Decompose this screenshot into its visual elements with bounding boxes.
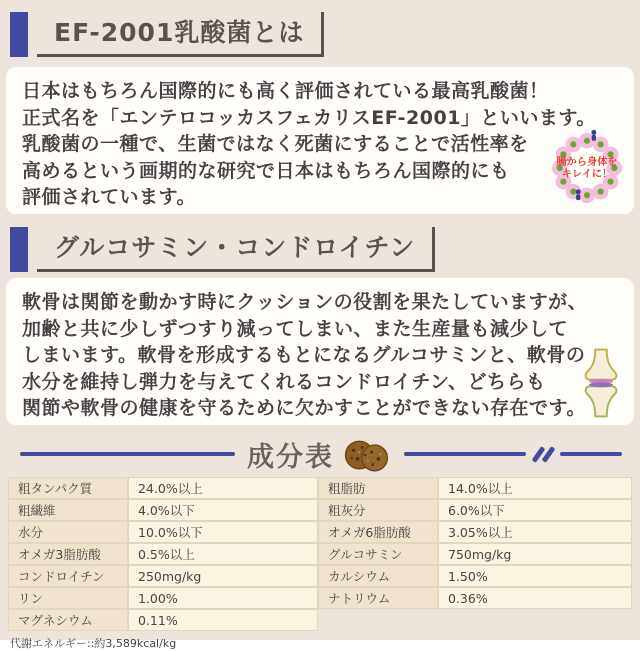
ingredient-value: 0.11% bbox=[128, 609, 318, 631]
section2-body-line: 水分を維持し弾力を与えてくれるコンドロイチン、どちらも bbox=[22, 370, 546, 393]
ingredient-value: 0.5%以上 bbox=[128, 543, 318, 565]
section2-body-line: 関節や軟骨の健康を守るために欠かすことができない存在です。 bbox=[22, 397, 586, 419]
divider-line bbox=[560, 452, 622, 456]
ingredients-title: 成分表 bbox=[247, 441, 334, 473]
ingredient-label: コンドロイチン bbox=[8, 565, 128, 587]
ingredient-label: 粗繊維 bbox=[8, 499, 128, 521]
divider-line bbox=[404, 452, 526, 456]
section2-header bbox=[10, 227, 640, 272]
ingredient-value: 1.00% bbox=[128, 587, 318, 609]
section1-body-line: 日本はもちろん国際的にも高く評価されている最高乳酸菌！ bbox=[22, 80, 549, 102]
section2-body-box bbox=[6, 278, 634, 425]
ingredient-label: グルコサミン bbox=[318, 543, 438, 565]
section1-body-line: 乳酸菌の一種で、生菌ではなく死菌にすることで活性率を bbox=[22, 133, 529, 155]
ingredient-value: 4.0%以下 bbox=[128, 499, 318, 521]
ingredient-value: 250mg/kg bbox=[128, 565, 318, 587]
probiotic-badge-icon bbox=[548, 129, 626, 207]
section1-body-line: 正式名を「エンテロコッカスフェカリスEF-2001」といいます。 bbox=[22, 106, 596, 129]
section1-header bbox=[10, 0, 640, 57]
badge-text-line2: キレイに！ bbox=[561, 168, 613, 180]
section1-body-line: 高めるという画期的な研究で日本はもちろん国際的にも bbox=[22, 159, 510, 182]
ingredient-value: 24.0%以上 bbox=[128, 477, 318, 499]
ingredient-value-empty bbox=[438, 609, 632, 631]
ingredient-label: オメガ3脂肪酸 bbox=[8, 543, 128, 565]
ingredient-value: 10.0%以下 bbox=[128, 521, 318, 543]
section2-title: グルコサミン・コンドロイチン bbox=[37, 227, 435, 272]
ingredient-label: オメガ6脂肪酸 bbox=[318, 521, 438, 543]
ingredient-value: 0.36% bbox=[438, 587, 632, 609]
ingredient-label: リン bbox=[8, 587, 128, 609]
header-accent-block bbox=[10, 12, 28, 57]
ingredient-label: マグネシウム bbox=[8, 609, 128, 631]
metabolic-energy-note: 代謝エネルギー::約3,589kcal/kg bbox=[10, 637, 177, 650]
ingredient-label: 水分 bbox=[8, 521, 128, 543]
ingredient-label-empty bbox=[318, 609, 438, 631]
knee-joint-icon bbox=[580, 349, 622, 417]
header-accent-block bbox=[10, 227, 28, 272]
badge-text-line1: 腸から身体を bbox=[556, 157, 618, 169]
ingredient-label: カルシウム bbox=[318, 565, 438, 587]
ingredient-label: 粗脂肪 bbox=[318, 477, 438, 499]
ingredients-divider bbox=[20, 439, 622, 473]
ingredient-label: 粗灰分 bbox=[318, 499, 438, 521]
kibble-icon bbox=[340, 437, 392, 475]
ingredient-value: 3.05%以上 bbox=[438, 521, 632, 543]
ingredient-value: 6.0%以下 bbox=[438, 499, 632, 521]
ingredient-label: 粗タンパク質 bbox=[8, 477, 128, 499]
section2-body-line: 軟骨は関節を動かす時にクッションの役割を果たしていますが、 bbox=[22, 291, 588, 313]
ingredient-value: 14.0%以上 bbox=[438, 477, 632, 499]
divider-line bbox=[20, 452, 235, 456]
ingredient-label: ナトリウム bbox=[318, 587, 438, 609]
section2-body-line: 加齢と共に少しずつすり減ってしまい、また生産量も減少して bbox=[22, 317, 569, 340]
ingredient-value: 1.50% bbox=[438, 565, 632, 587]
section1-body-line: 評価されています。 bbox=[22, 186, 196, 208]
ingredient-value: 750mg/kg bbox=[438, 543, 632, 565]
section1-title: EF-2001乳酸菌とは bbox=[37, 12, 324, 57]
section1-body-box bbox=[6, 67, 634, 214]
line-break-slashes-icon bbox=[533, 446, 553, 463]
ingredients-table bbox=[8, 477, 632, 631]
section2-body-line: しまいます。軟骨を形成するもとになるグルコサミンと、軟骨の bbox=[22, 344, 586, 366]
